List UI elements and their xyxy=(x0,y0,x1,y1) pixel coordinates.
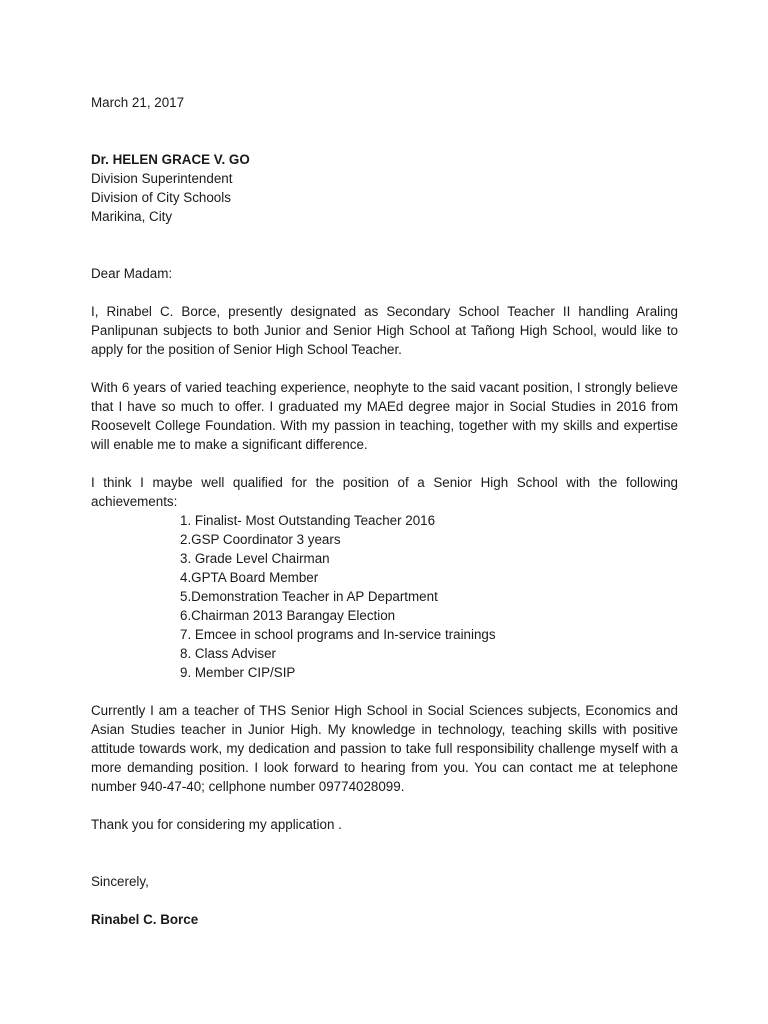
paragraph-intro: I, Rinabel C. Borce, presently designated as Secondary School Teacher II handling Araling Panlipunan subjects to both Junior and Senior High School at Tañong High School, would like to apply for the position of Senior High School Teacher. xyxy=(91,304,678,357)
paragraph-experience: With 6 years of varied teaching experience, neophyte to the said vacant position, I strongly believe that I have so much to offer. I graduated my MAEd degree major in Social Studies in 2016 from Roosevelt College Foundation. With my passion in teaching, together with my skills and expertise will enable me to make a significant difference. xyxy=(91,380,678,452)
recipient-block xyxy=(91,150,678,226)
signature-name: Rinabel C. Borce xyxy=(91,912,199,927)
list-item: 4.GPTA Board Member xyxy=(180,570,319,585)
letter-date: March 21, 2017 xyxy=(91,95,185,110)
salutation: Dear Madam: xyxy=(91,266,173,281)
list-item: 3. Grade Level Chairman xyxy=(180,551,330,566)
list-item: 7. Emcee in school programs and In-service trainings xyxy=(180,627,496,642)
list-item: 5.Demonstration Teacher in AP Department xyxy=(180,589,438,604)
list-item: 8. Class Adviser xyxy=(180,646,277,661)
recipient-name: Dr. HELEN GRACE V. GO xyxy=(91,152,250,167)
paragraph-qualifications: I think I maybe well qualified for the position of a Senior High School with the following achievements: xyxy=(91,475,678,509)
recipient-title: Division Superintendent xyxy=(91,171,233,186)
recipient-location: Marikina, City xyxy=(91,209,173,224)
closing: Sincerely, xyxy=(91,874,149,889)
paragraph-current-role: Currently I am a teacher of THS Senior High School in Social Sciences subjects, Economics and Asian Studies teacher in Junior High. My knowledge in technology, teaching skills with positive attitude towards work, my dedication and passion to take full responsibility challenge myself with a more demanding position. I look forward to hearing from you. You can contact me at telephone number 940-47-40; cellphone number 09774028099. xyxy=(91,703,678,794)
list-item: 9. Member CIP/SIP xyxy=(180,665,296,680)
list-item: 1. Finalist- Most Outstanding Teacher 2016 xyxy=(180,513,436,528)
list-item: 6.Chairman 2013 Barangay Election xyxy=(180,608,396,623)
recipient-office: Division of City Schools xyxy=(91,190,231,205)
letter-body xyxy=(91,93,678,929)
list-item: 2.GSP Coordinator 3 years xyxy=(180,532,341,547)
achievements-list xyxy=(91,511,678,682)
thanks-line: Thank you for considering my application . xyxy=(91,817,342,832)
